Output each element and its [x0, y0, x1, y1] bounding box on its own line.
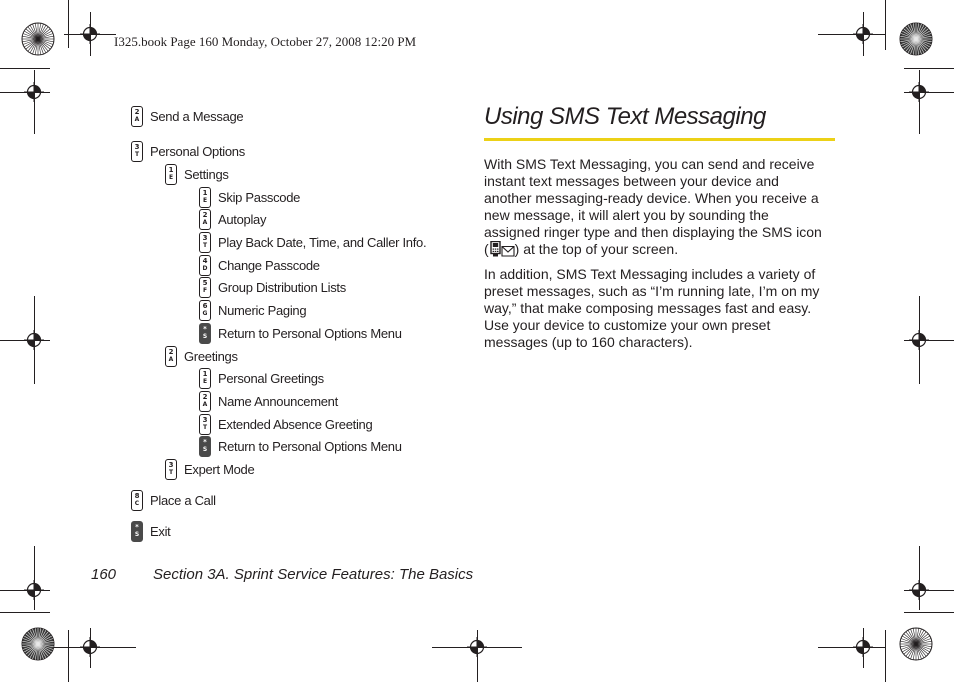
crop-line — [818, 34, 886, 35]
keypad-key-icon: * S — [131, 521, 143, 542]
keypad-key-icon: * S — [199, 436, 211, 457]
keypad-key-icon: 1 E — [165, 164, 177, 185]
menu-item — [199, 298, 306, 322]
keypad-key-icon: * S — [199, 323, 211, 344]
keypad-key-icon: 2 A — [199, 209, 211, 230]
registration-mark-icon — [80, 637, 100, 657]
body-line: preset messages, such as “I’m running late, I’m on my — [484, 283, 820, 299]
body-paragraph — [484, 266, 836, 351]
body-line: new message, it will alert you by sounding the — [484, 207, 769, 223]
color-target-icon — [899, 627, 933, 661]
keypad-key-icon: 3 T — [199, 232, 211, 253]
registration-mark-icon — [909, 580, 929, 600]
menu-item-label: Numeric Paging — [218, 302, 307, 318]
menu-item — [199, 434, 402, 458]
menu-item-label: Expert Mode — [184, 461, 255, 477]
menu-item-label: Exit — [150, 523, 171, 539]
menu-item-label: Send a Message — [150, 108, 244, 124]
menu-item — [199, 275, 346, 299]
body-line: way,” that make composing messages fast and easy. — [484, 300, 812, 316]
footer-section-label: Section 3A. Sprint Service Features: The Basics — [153, 566, 474, 583]
menu-item-label: Skip Passcode — [218, 189, 301, 205]
registration-mark-icon — [24, 82, 44, 102]
menu-item-label: Extended Absence Greeting — [218, 416, 373, 432]
color-target-icon — [21, 22, 55, 56]
keypad-key-icon: 2 A — [165, 346, 177, 367]
crop-line — [34, 546, 35, 610]
keypad-key-icon: 6 G — [199, 300, 211, 321]
menu-item-label: Return to Personal Options Menu — [218, 325, 402, 341]
keypad-key-icon: 8 C — [131, 490, 143, 511]
keypad-key-icon: 3 T — [199, 414, 211, 435]
menu-item — [199, 412, 372, 436]
page-slug: I325.book Page 160 Monday, October 27, 2008 12:20 PM — [114, 34, 417, 49]
body-line: ( ) at the top of your screen. — [484, 241, 679, 257]
menu-item-label: Return to Personal Options Menu — [218, 438, 402, 454]
registration-mark-icon — [853, 24, 873, 44]
registration-mark-icon — [24, 580, 44, 600]
keypad-key-icon: 5 F — [199, 277, 211, 298]
menu-item-personal-options — [131, 139, 245, 163]
sms-message-icon — [489, 241, 515, 257]
body-line: assigned ringer type and then displaying the SMS icon — [484, 224, 822, 240]
registration-mark-icon — [909, 82, 929, 102]
menu-item-send-message — [131, 104, 243, 128]
crop-line — [885, 0, 886, 50]
keypad-key-icon: 2 A — [131, 106, 143, 127]
keypad-key-icon: 3 T — [131, 141, 143, 162]
body-line: messages (up to 160 characters). — [484, 334, 693, 350]
menu-item-place-call — [131, 488, 216, 512]
registration-mark-icon — [909, 330, 929, 350]
color-target-icon — [899, 22, 933, 56]
menu-item-exit — [131, 519, 170, 543]
title-underline — [484, 138, 835, 141]
body-line: In addition, SMS Text Messaging includes a variety of — [484, 266, 816, 282]
body-line: instant text messages between your device and — [484, 173, 779, 189]
crop-line — [68, 630, 69, 682]
menu-item-label: Place a Call — [150, 492, 216, 508]
crop-line — [919, 70, 920, 134]
page-number: 160 — [91, 566, 117, 583]
menu-item-label: Personal Options — [150, 143, 245, 159]
crop-line — [34, 70, 35, 134]
section-title: Using SMS Text Messaging — [484, 103, 766, 130]
body-line: With SMS Text Messaging, you can send and receive — [484, 156, 815, 172]
menu-item — [199, 389, 338, 413]
menu-item — [199, 253, 320, 277]
crop-line — [0, 612, 50, 613]
menu-item — [199, 230, 426, 254]
crop-line — [885, 630, 886, 682]
crop-line — [68, 0, 69, 48]
registration-mark-icon — [853, 637, 873, 657]
menu-item-label: Autoplay — [218, 211, 267, 227]
keypad-key-icon: 1 E — [199, 187, 211, 208]
body-paragraph — [484, 156, 836, 258]
menu-item-label: Settings — [184, 166, 229, 182]
body-line: Use your device to customize your own preset — [484, 317, 771, 333]
menu-item-label: Greetings — [184, 348, 238, 364]
menu-item — [199, 207, 266, 231]
registration-mark-icon — [24, 330, 44, 350]
menu-item-settings — [165, 162, 229, 186]
keypad-key-icon: 3 T — [165, 459, 177, 480]
keypad-key-icon: 2 A — [199, 391, 211, 412]
crop-line — [904, 612, 954, 613]
menu-item-label: Play Back Date, Time, and Caller Info. — [218, 234, 427, 250]
menu-item — [199, 185, 300, 209]
color-target-icon — [21, 627, 55, 661]
menu-item — [199, 321, 402, 345]
menu-item-label: Personal Greetings — [218, 370, 324, 386]
crop-line — [904, 68, 954, 69]
menu-item-label: Group Distribution Lists — [218, 279, 346, 295]
crop-line — [0, 68, 50, 69]
keypad-key-icon: 4 D — [199, 255, 211, 276]
keypad-key-icon: 1 E — [199, 368, 211, 389]
menu-item-greetings — [165, 344, 238, 368]
registration-mark-icon — [80, 24, 100, 44]
crop-line — [919, 546, 920, 610]
body-line: another messaging-ready device. When you receive a — [484, 190, 819, 206]
crop-line — [818, 647, 886, 648]
menu-item-label: Change Passcode — [218, 257, 320, 273]
menu-item — [199, 366, 324, 390]
menu-item-expert-mode — [165, 457, 254, 481]
menu-item-label: Name Announcement — [218, 393, 338, 409]
registration-mark-icon — [467, 637, 487, 657]
